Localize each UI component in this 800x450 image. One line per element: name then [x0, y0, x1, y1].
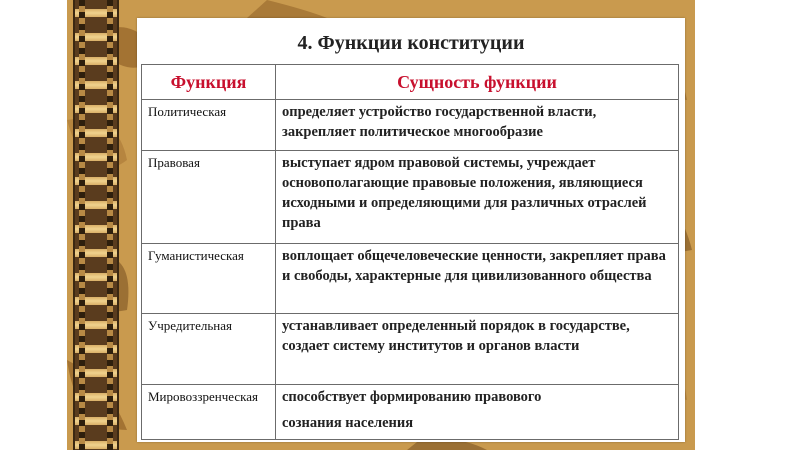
ornamental-border: [73, 0, 119, 450]
slide-title: 4. Функции конституции: [297, 32, 525, 54]
essence-cell: устанавливает определенный порядок в государстве, создает систему институтов и органов власти: [276, 314, 679, 385]
table-row: [142, 100, 679, 151]
functions-table: [141, 64, 679, 440]
table-header-row: [142, 65, 679, 100]
table-row: [142, 385, 679, 440]
function-cell: Учредительная: [142, 314, 276, 385]
function-cell: Гуманистическая: [142, 244, 276, 314]
essence-cell: воплощает общечеловеческие ценности, закрепляет права и свободы, характерные для цивилизованного общества: [276, 244, 679, 314]
essence-line-1: способствует формированию правового: [282, 389, 542, 405]
essence-cell: выступает ядром правовой системы, учреждает основополагающие правовые положения, являющиеся исходными и определяющими для различных отраслей права: [276, 151, 679, 244]
function-cell: Политическая: [142, 100, 276, 151]
table-row: [142, 244, 679, 314]
essence-cell: [276, 385, 679, 440]
header-function: Функция: [142, 65, 276, 100]
function-cell: Правовая: [142, 151, 276, 244]
table-row: [142, 314, 679, 385]
content-panel: [137, 18, 685, 442]
slide: [67, 0, 695, 450]
essence-line-2: сознания населения: [282, 415, 414, 431]
header-essence: Сущность функции: [276, 65, 679, 100]
essence-cell: определяет устройство государственной власти, закрепляет политическое многообразие: [276, 100, 679, 151]
function-cell: Мировоззренческая: [142, 385, 276, 440]
table-row: [142, 151, 679, 244]
